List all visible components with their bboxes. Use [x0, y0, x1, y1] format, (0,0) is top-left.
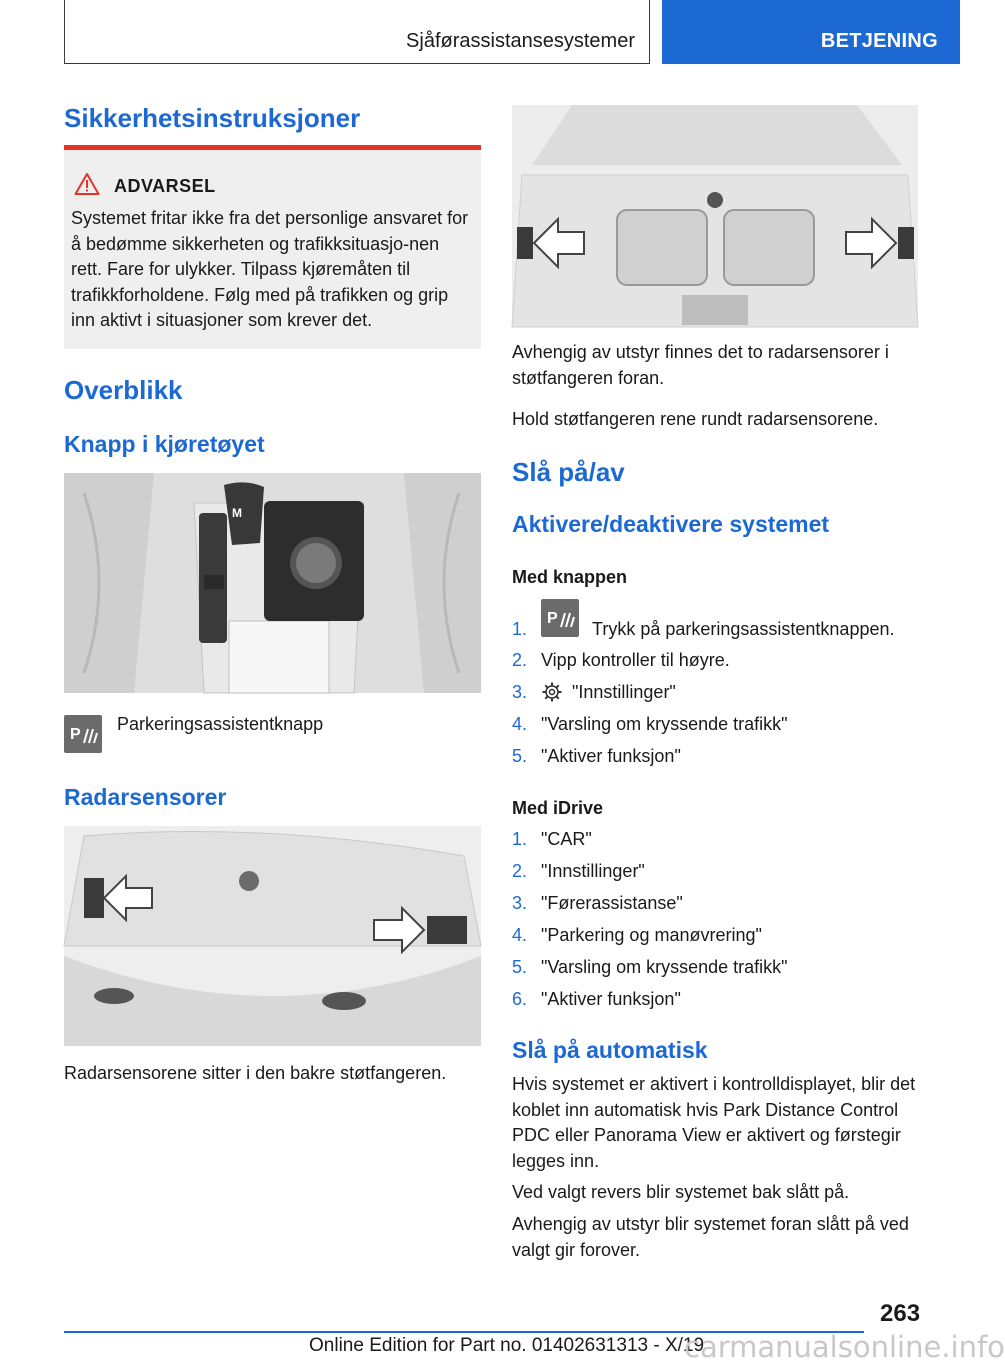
method-with-idrive: Med iDrive — [512, 798, 604, 818]
step-number: 4. — [512, 925, 528, 945]
step-number: 5. — [512, 957, 528, 977]
step-text: "Innstillinger" — [572, 682, 676, 702]
header-chapter-title: BETJENING — [820, 30, 938, 52]
step-text: Trykk på parkeringsassistentknappen. — [592, 619, 895, 639]
step-number: 4. — [512, 714, 528, 734]
step-number: 6. — [512, 989, 528, 1009]
rear-bumper-illustration — [64, 826, 481, 1046]
step-text: Vipp kontroller til høyre. — [541, 650, 730, 670]
step-text: "CAR" — [541, 829, 592, 849]
park-assist-button-icon — [541, 599, 579, 637]
heading-radar-sensors: Radarsensorer — [64, 784, 227, 810]
svg-text:P: P — [547, 610, 558, 627]
heading-safety: Sikkerhetsinstruksjoner — [64, 103, 361, 133]
gear-icon — [541, 681, 563, 703]
step-text: "Innstillinger" — [541, 861, 645, 881]
step-text: "Førerassistanse" — [541, 893, 683, 913]
step-text: "Aktiver funksjon" — [541, 989, 681, 1009]
heading-on-off: Slå på/av — [512, 457, 625, 487]
auto-paragraph-3: Avhengig av utstyr blir systemet foran slått på ved valgt gir forover. — [512, 1214, 909, 1260]
note-keep-bumper-clean: Hold støtfangeren rene rundt radarsensorene. — [512, 409, 879, 429]
front-bumper-illustration — [512, 105, 918, 327]
auto-paragraph-2: Ved valgt revers blir systemet bak slått på. — [512, 1182, 850, 1202]
step-number: 2. — [512, 650, 528, 670]
header-section-box — [64, 0, 650, 64]
caption-front-radar-sensors: Avhengig av utstyr finnes det to radarsensorer i støtfangeren foran. — [512, 342, 889, 388]
step-number: 3. — [512, 682, 528, 702]
heading-overview: Overblikk — [64, 375, 183, 405]
step-text: "Varsling om kryssende trafikk" — [541, 714, 788, 734]
rear-bumper-image — [64, 826, 481, 1046]
front-bumper-image — [512, 105, 918, 327]
step-text: "Aktiver funksjon" — [541, 746, 681, 766]
console-image — [64, 473, 481, 693]
caption-park-assist-button: Parkeringsassistentknapp — [117, 714, 324, 734]
step-number: 3. — [512, 893, 528, 913]
auto-paragraph-1: Hvis systemet er aktivert i kontrolldisplayet, blir det koblet inn automatisk hvis Park Distance Control PDC eller Panorama View er aktivert og førstegir legges inn. — [512, 1074, 916, 1171]
caption-rear-radar-sensors: Radarsensorene sitter i den bakre støtfangeren. — [64, 1063, 447, 1083]
warning-text: Systemet fritar ikke fra det personlige ansvaret for å bedømme sikkerheten og trafikksituasjo-nen rett. Fare for ulykker. Tilpass kjøremåten til trafikkforholdene. Følg med på trafikken og grip inn aktivt i situasjoner som krever det. — [71, 208, 469, 330]
step-number: 1. — [512, 619, 528, 639]
step-number: 5. — [512, 746, 528, 766]
step-text: "Varsling om kryssende trafikk" — [541, 957, 788, 977]
warning-title: ADVARSEL — [114, 176, 216, 196]
heading-auto-on: Slå på automatisk — [512, 1037, 708, 1063]
heading-button-in-vehicle: Knapp i kjøretøyet — [64, 431, 265, 457]
watermark: carmanualsonline.info — [684, 1330, 1005, 1364]
method-with-button: Med knappen — [512, 567, 628, 587]
svg-text:P: P — [70, 726, 81, 743]
svg-text:M: M — [232, 506, 242, 520]
header-chapter-tab — [662, 0, 960, 64]
step-number: 1. — [512, 829, 528, 849]
step-number: 2. — [512, 861, 528, 881]
warning-box — [64, 145, 481, 349]
footer-edition: Online Edition for Part no. 01402631313 - X/19 — [309, 1335, 705, 1356]
park-assist-button-icon — [64, 715, 102, 753]
header-section-title: Sjåførassistansesystemer — [406, 30, 635, 52]
heading-activate-system: Aktivere/deaktivere systemet — [512, 511, 830, 537]
step-text: "Parkering og manøvrering" — [541, 925, 762, 945]
console-illustration — [64, 473, 481, 693]
warning-triangle-icon — [74, 172, 100, 196]
page-number: 263 — [880, 1300, 921, 1327]
